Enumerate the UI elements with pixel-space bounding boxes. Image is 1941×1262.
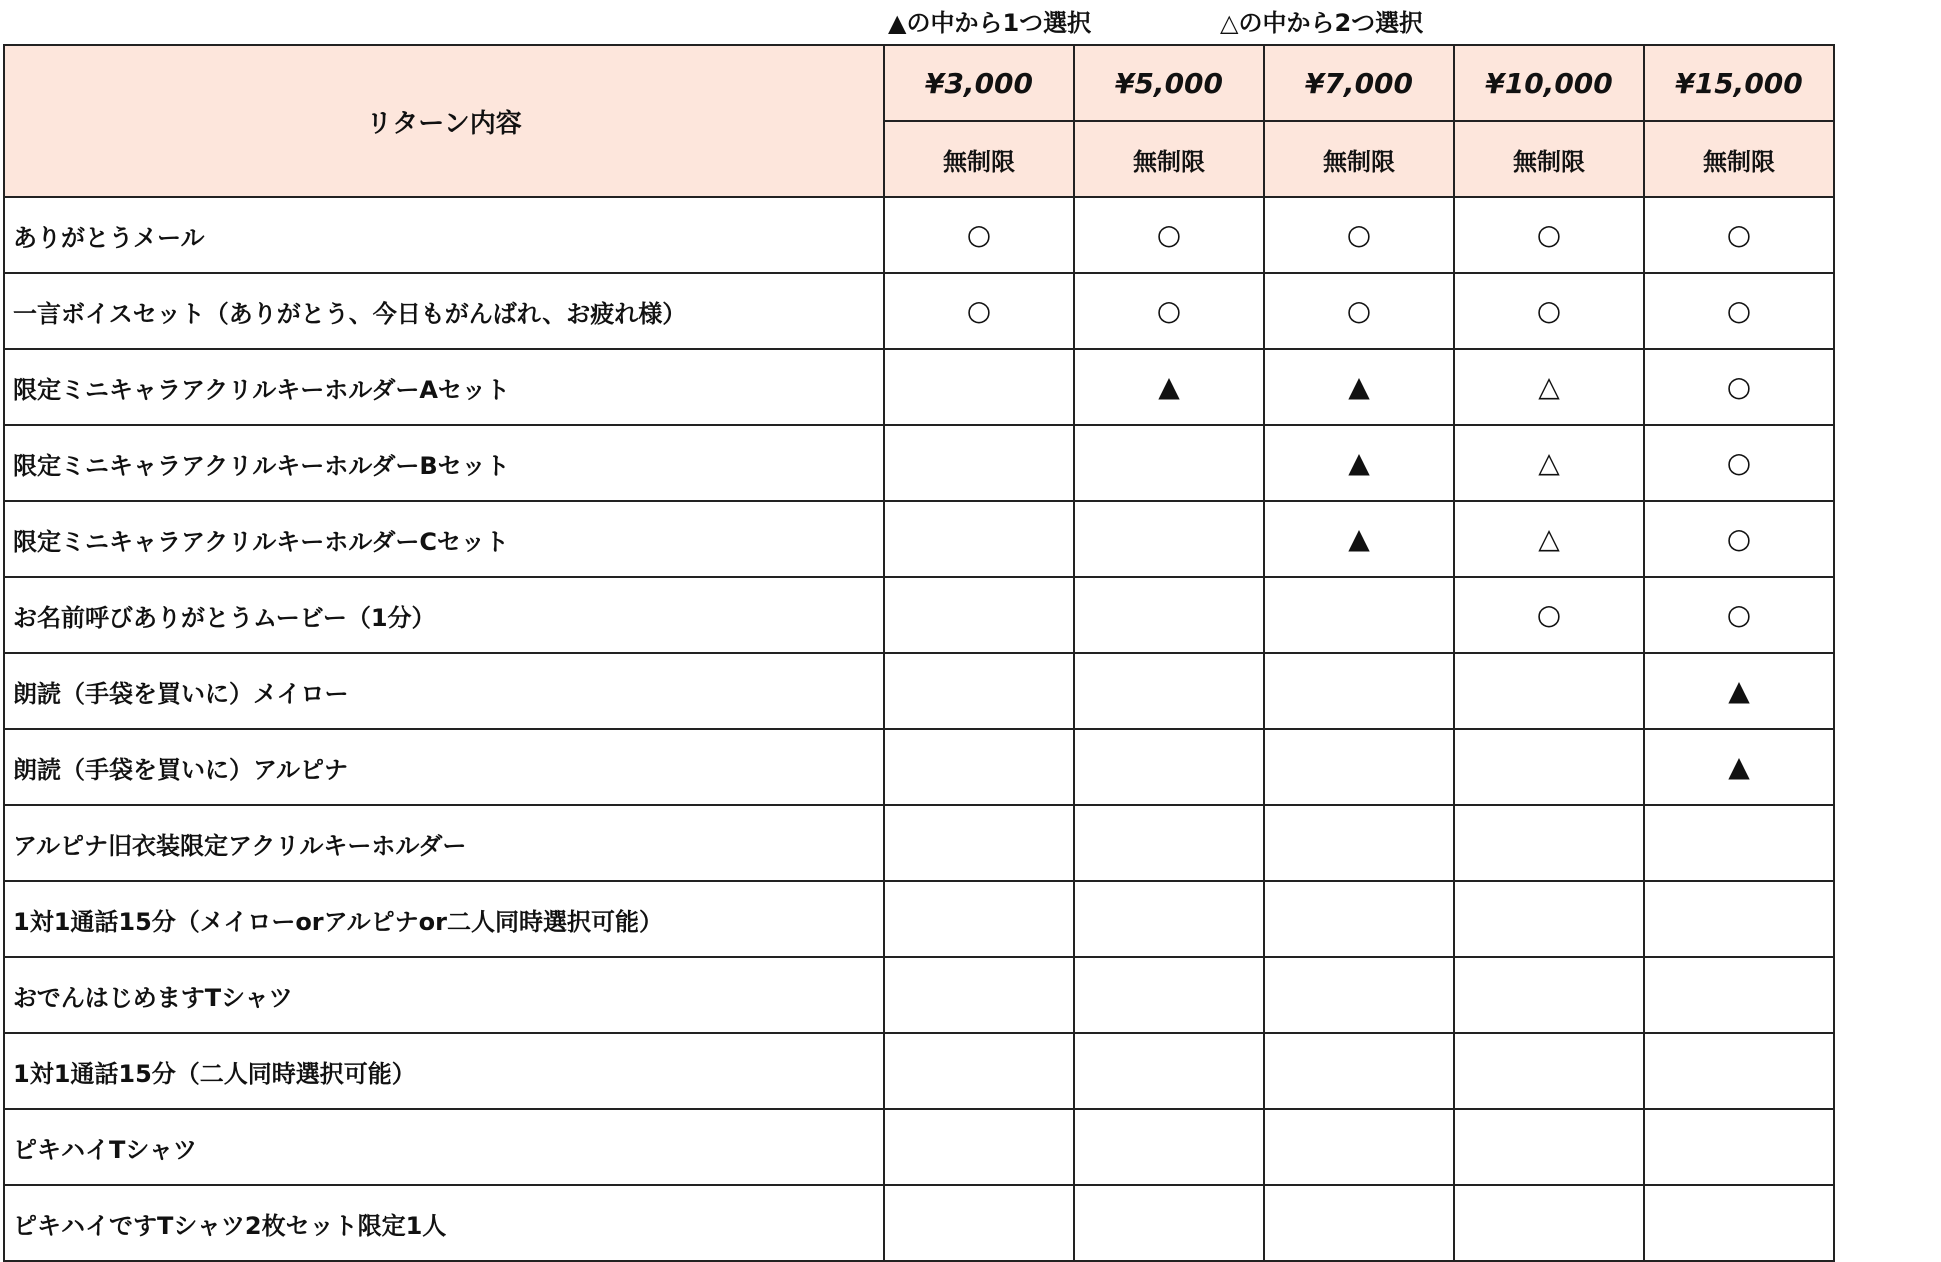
reward-label: 限定ミニキャラアクリルキーホルダーCセット — [4, 501, 884, 577]
table-row — [4, 501, 1834, 577]
tier-mark — [1644, 1185, 1834, 1261]
tier-mark — [1264, 1109, 1454, 1185]
tier-mark — [884, 805, 1074, 881]
tier-mark — [884, 349, 1074, 425]
tier-mark — [1644, 805, 1834, 881]
tier-price: ¥3,000 — [884, 45, 1074, 121]
reward-rows — [4, 197, 1834, 1261]
tier-mark — [884, 729, 1074, 805]
tier-limit: 無制限 — [1644, 121, 1834, 197]
tier-mark — [1264, 577, 1454, 653]
tier-price: ¥7,000 — [1264, 45, 1454, 121]
tier-mark: ○ — [1074, 197, 1264, 273]
header-price-row — [4, 45, 1834, 121]
table-row — [4, 957, 1834, 1033]
tier-mark — [1644, 1033, 1834, 1109]
tier-mark — [884, 501, 1074, 577]
tier-mark: ○ — [1264, 273, 1454, 349]
tier-limit: 無制限 — [1074, 121, 1264, 197]
tier-mark: ○ — [1454, 197, 1644, 273]
tier-mark: ○ — [1644, 425, 1834, 501]
tier-mark — [1074, 1109, 1264, 1185]
reward-label: 限定ミニキャラアクリルキーホルダーBセット — [4, 425, 884, 501]
tier-mark: ○ — [1074, 273, 1264, 349]
tier-mark: ○ — [1644, 349, 1834, 425]
table-row — [4, 1109, 1834, 1185]
table-row — [4, 729, 1834, 805]
table-row — [4, 1185, 1834, 1261]
tier-limit: 無制限 — [884, 121, 1074, 197]
tier-mark — [1454, 1109, 1644, 1185]
legend-select-one: ▲の中から1つ選択 — [888, 9, 1092, 37]
table-row — [4, 805, 1834, 881]
tier-price: ¥5,000 — [1074, 45, 1264, 121]
tier-mark: ○ — [1644, 501, 1834, 577]
tier-mark — [884, 653, 1074, 729]
table-row — [4, 425, 1834, 501]
tier-mark — [884, 577, 1074, 653]
tier-mark: ▲ — [1264, 501, 1454, 577]
tier-mark — [1454, 957, 1644, 1033]
reward-label: 1対1通話15分（二人同時選択可能） — [4, 1033, 884, 1109]
tier-mark: ○ — [1644, 197, 1834, 273]
tier-mark: ○ — [1454, 577, 1644, 653]
reward-label: 朗読（手袋を買いに）アルピナ — [4, 729, 884, 805]
reward-label: ピキハイTシャツ — [4, 1109, 884, 1185]
tier-mark — [1644, 1109, 1834, 1185]
table-row — [4, 197, 1834, 273]
tier-mark — [884, 1033, 1074, 1109]
tier-mark — [1264, 729, 1454, 805]
tier-mark — [1074, 1033, 1264, 1109]
tier-price: ¥15,000 — [1644, 45, 1834, 121]
tier-price: ¥10,000 — [1454, 45, 1644, 121]
tier-mark — [1074, 1185, 1264, 1261]
table-row — [4, 349, 1834, 425]
tier-mark: ▲ — [1644, 653, 1834, 729]
table-row — [4, 653, 1834, 729]
tier-mark — [1074, 957, 1264, 1033]
reward-label: 朗読（手袋を買いに）メイロー — [4, 653, 884, 729]
tier-mark — [1074, 881, 1264, 957]
reward-label: 1対1通話15分（メイローorアルピナor二人同時選択可能） — [4, 881, 884, 957]
tier-mark — [1264, 881, 1454, 957]
tier-mark — [1644, 881, 1834, 957]
tier-mark — [1454, 1185, 1644, 1261]
tier-mark — [1454, 653, 1644, 729]
tier-mark: △ — [1454, 501, 1644, 577]
reward-table — [3, 44, 1835, 1262]
table-row — [4, 577, 1834, 653]
tier-mark — [1264, 1185, 1454, 1261]
tier-mark — [884, 425, 1074, 501]
tier-mark — [1454, 1033, 1644, 1109]
reward-label: お名前呼びありがとうムービー（1分） — [4, 577, 884, 653]
tier-mark: ○ — [1264, 197, 1454, 273]
tier-mark — [1454, 729, 1644, 805]
tier-mark — [1454, 881, 1644, 957]
header-title: リターン内容 — [4, 45, 884, 197]
table-row — [4, 881, 1834, 957]
tier-mark — [1074, 653, 1264, 729]
tier-limit: 無制限 — [1264, 121, 1454, 197]
tier-mark — [1074, 501, 1264, 577]
reward-label: 一言ボイスセット（ありがとう、今日もがんばれ、お疲れ様） — [4, 273, 884, 349]
tier-mark — [1264, 653, 1454, 729]
tier-mark — [1264, 805, 1454, 881]
reward-label: おでんはじめますTシャツ — [4, 957, 884, 1033]
tier-mark — [884, 957, 1074, 1033]
tier-mark: ▲ — [1264, 349, 1454, 425]
tier-mark — [1264, 1033, 1454, 1109]
tier-mark: ○ — [884, 273, 1074, 349]
tier-mark — [884, 881, 1074, 957]
tier-mark — [1074, 729, 1264, 805]
tier-mark: ○ — [1454, 273, 1644, 349]
tier-mark: ○ — [1644, 577, 1834, 653]
tier-mark — [884, 1109, 1074, 1185]
tier-mark: ▲ — [1264, 425, 1454, 501]
reward-label: 限定ミニキャラアクリルキーホルダーAセット — [4, 349, 884, 425]
table-row — [4, 273, 1834, 349]
tier-mark: ○ — [884, 197, 1074, 273]
selection-legend — [0, 4, 1941, 42]
reward-label: ピキハイですTシャツ2枚セット限定1人 — [4, 1185, 884, 1261]
tier-limit: 無制限 — [1454, 121, 1644, 197]
reward-label: ありがとうメール — [4, 197, 884, 273]
table-row — [4, 1033, 1834, 1109]
tier-mark — [1074, 805, 1264, 881]
tier-mark: ▲ — [1074, 349, 1264, 425]
tier-mark — [884, 1185, 1074, 1261]
tier-mark — [1454, 805, 1644, 881]
tier-mark: △ — [1454, 349, 1644, 425]
tier-mark: ▲ — [1644, 729, 1834, 805]
tier-mark — [1264, 957, 1454, 1033]
tier-mark — [1644, 957, 1834, 1033]
tier-mark — [1074, 577, 1264, 653]
tier-mark: △ — [1454, 425, 1644, 501]
reward-label: アルピナ旧衣装限定アクリルキーホルダー — [4, 805, 884, 881]
legend-select-two: △の中から2つ選択 — [1220, 9, 1424, 37]
tier-mark: ○ — [1644, 273, 1834, 349]
tier-mark — [1074, 425, 1264, 501]
